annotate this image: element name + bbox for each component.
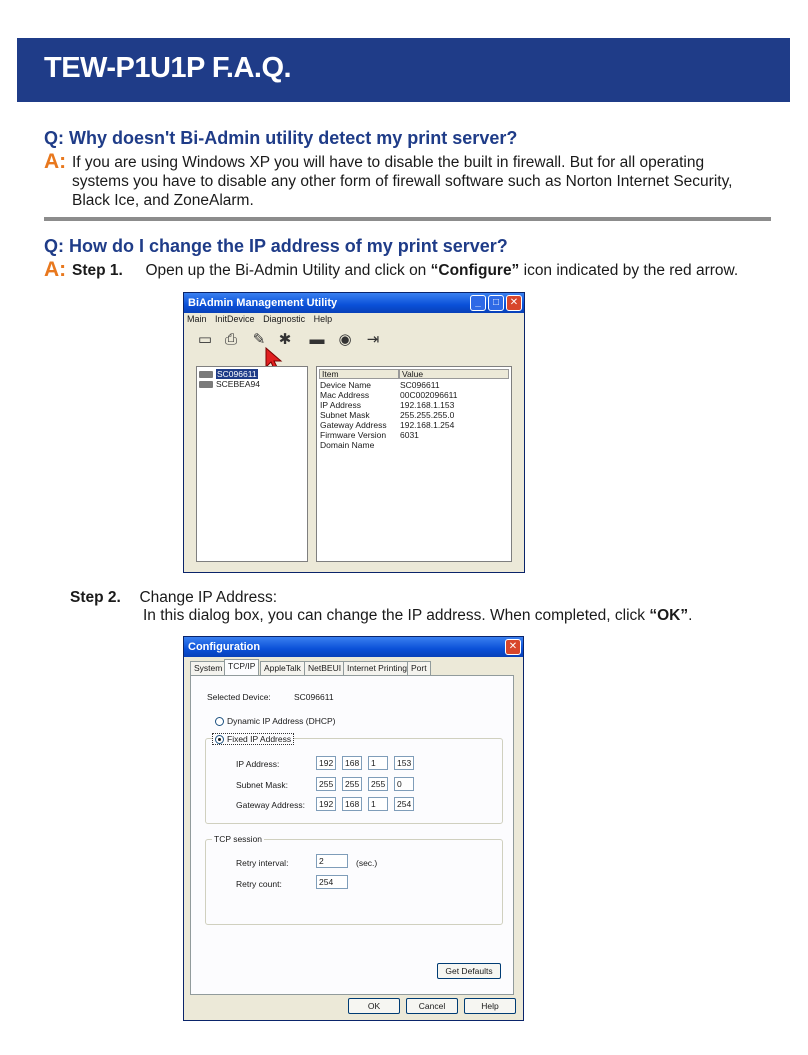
faq1-answer-mark: A: <box>44 150 67 173</box>
faq1-answer-line: If you are using Windows XP you will have to disable the built in firewall. But for all operating <box>72 154 705 171</box>
ok-button[interactable]: OK <box>348 998 400 1014</box>
menu-bar <box>187 314 338 324</box>
close-button[interactable]: ✕ <box>505 639 521 655</box>
ip-octet-3[interactable]: 1 <box>368 756 388 770</box>
step2-text-body: In this dialog box, you can change the IP address. When completed, click <box>143 607 650 624</box>
wand-icon[interactable]: ✱ <box>278 331 292 348</box>
retry-count-label: Retry count: <box>236 879 282 889</box>
configuration-dialog <box>183 636 524 1021</box>
biadmin-titlebar <box>184 293 524 313</box>
faq1-question: Q: Why doesn't Bi-Admin utility detect my print server? <box>44 128 518 148</box>
chip-icon[interactable]: ▬ <box>309 331 325 348</box>
menu-initdevice[interactable]: InitDevice <box>215 314 255 324</box>
fixed-ip-group <box>205 734 503 824</box>
step2-ok: “OK” <box>649 607 689 624</box>
mask-octet-2[interactable]: 255 <box>342 777 362 791</box>
fixed-ip-radio[interactable] <box>215 735 224 744</box>
step2-label: Step 2. <box>70 589 121 606</box>
device-list <box>196 366 308 562</box>
selected-device-value: SC096611 <box>294 692 334 702</box>
device-item[interactable]: SCEBEA94 <box>199 379 260 389</box>
tcpip-pane <box>190 675 514 995</box>
page-title: TEW-P1U1P F.A.Q. <box>44 52 292 84</box>
printer-device-icon <box>199 371 213 378</box>
faq2-question: Q: How do I change the IP address of my print server? <box>44 236 508 256</box>
mask-octet-1[interactable]: 255 <box>316 777 336 791</box>
dhcp-radio[interactable] <box>215 717 224 726</box>
ip-octet-1[interactable]: 192 <box>316 756 336 770</box>
step1-label: Step 1. <box>72 262 123 279</box>
table-cell-item: IP Address <box>320 400 361 410</box>
table-cell-value: 192.168.1.153 <box>400 400 455 410</box>
gateway-address-label: Gateway Address: <box>236 800 305 810</box>
gw-octet-4[interactable]: 254 <box>394 797 414 811</box>
mask-octet-3[interactable]: 255 <box>368 777 388 791</box>
gw-octet-3[interactable]: 1 <box>368 797 388 811</box>
dhcp-option[interactable] <box>215 716 335 726</box>
tab-port[interactable]: Port <box>407 661 431 675</box>
table-cell-value: 00C002096611 <box>400 390 458 400</box>
selected-device-label: Selected Device: <box>207 692 271 702</box>
ip-octet-4[interactable]: 153 <box>394 756 414 770</box>
section-divider <box>44 217 771 221</box>
printer-icon[interactable]: ▭ <box>197 331 213 348</box>
maximize-button[interactable]: □ <box>488 295 504 311</box>
table-cell-value: 255.255.255.0 <box>400 410 455 420</box>
faq2-answer-mark: A: <box>44 258 67 281</box>
table-cell-item: Gateway Address <box>320 420 387 430</box>
minimize-button[interactable]: _ <box>470 295 486 311</box>
biadmin-title: BiAdmin Management Utility <box>188 297 338 309</box>
tcp-session-group <box>205 834 503 925</box>
step1-text-end: icon indicated by the red arrow. <box>519 262 739 279</box>
printer-device-icon <box>199 381 213 388</box>
table-cell-item: Firmware Version <box>320 430 387 440</box>
retry-interval-input[interactable]: 2 <box>316 854 348 868</box>
table-cell-value: SC096611 <box>400 380 440 390</box>
device-icon[interactable]: ⎙ <box>224 331 237 348</box>
table-cell-item: Mac Address <box>320 390 370 400</box>
device-item[interactable]: SC096611 <box>199 369 258 379</box>
tab-appletalk[interactable]: AppleTalk <box>260 661 305 675</box>
refresh-icon[interactable]: ◉ <box>338 331 352 348</box>
step1-text: Open up the Bi-Admin Utility and click on <box>145 262 431 279</box>
table-cell-item: Subnet Mask <box>320 410 370 420</box>
gw-octet-1[interactable]: 192 <box>316 797 336 811</box>
step2-title: Change IP Address: <box>139 589 278 606</box>
config-title: Configuration <box>188 641 261 653</box>
tcp-session-label: TCP session <box>214 834 263 844</box>
step2-text <box>143 607 692 625</box>
fixed-ip-label: Fixed IP Address <box>227 734 292 744</box>
tab-system[interactable]: System <box>190 661 226 675</box>
ip-octet-2[interactable]: 168 <box>342 756 362 770</box>
subnet-mask-label: Subnet Mask: <box>236 780 288 790</box>
config-titlebar <box>184 637 523 657</box>
retry-count-input[interactable]: 254 <box>316 875 348 889</box>
step2-line <box>70 589 277 607</box>
table-cell-item: Device Name <box>320 380 372 390</box>
menu-help[interactable]: Help <box>313 314 333 324</box>
faq1-answer-line: systems you have to disable any other form of firewall software such as Norton Internet Security, <box>72 173 733 190</box>
sec-label: (sec.) <box>356 858 378 868</box>
faq1-answer-line: Black Ice, and ZoneAlarm. <box>72 192 254 209</box>
col-value-header[interactable]: Value <box>399 369 509 379</box>
table-cell-value: 6031 <box>400 430 419 440</box>
step1-configure: “Configure” <box>430 262 520 279</box>
close-button[interactable]: ✕ <box>506 295 522 311</box>
tab-tcpip[interactable]: TCP/IP <box>224 659 259 675</box>
ip-address-label: IP Address: <box>236 759 280 769</box>
menu-diagnostic[interactable]: Diagnostic <box>263 314 306 324</box>
step2-text-end: . <box>688 607 693 624</box>
fixed-ip-option[interactable] <box>212 733 294 745</box>
faq1-answer <box>72 153 772 210</box>
page-banner <box>17 38 790 102</box>
exit-icon[interactable]: ⇥ <box>366 331 380 348</box>
menu-main[interactable]: Main <box>187 314 207 324</box>
item-column <box>320 380 387 450</box>
dhcp-label: Dynamic IP Address (DHCP) <box>227 716 336 726</box>
value-column <box>400 380 458 440</box>
col-item-header[interactable]: Item <box>319 369 399 379</box>
configure-icon[interactable]: ✎ <box>252 331 266 348</box>
biadmin-window <box>183 292 525 573</box>
tab-netbeui[interactable]: NetBEUI <box>304 661 345 675</box>
mask-octet-4[interactable]: 0 <box>394 777 414 791</box>
get-defaults-button[interactable]: Get Defaults <box>437 963 501 979</box>
table-cell-value: 192.168.1.254 <box>400 420 455 430</box>
table-cell-item: Domain Name <box>320 440 375 450</box>
gw-octet-2[interactable]: 168 <box>342 797 362 811</box>
device-info-table <box>316 366 512 562</box>
cancel-button[interactable]: Cancel <box>406 998 458 1014</box>
retry-interval-label: Retry interval: <box>236 858 289 868</box>
help-button[interactable]: Help <box>464 998 516 1014</box>
step1-line <box>72 262 738 280</box>
tab-internet-printing[interactable]: Internet Printing <box>343 661 411 675</box>
